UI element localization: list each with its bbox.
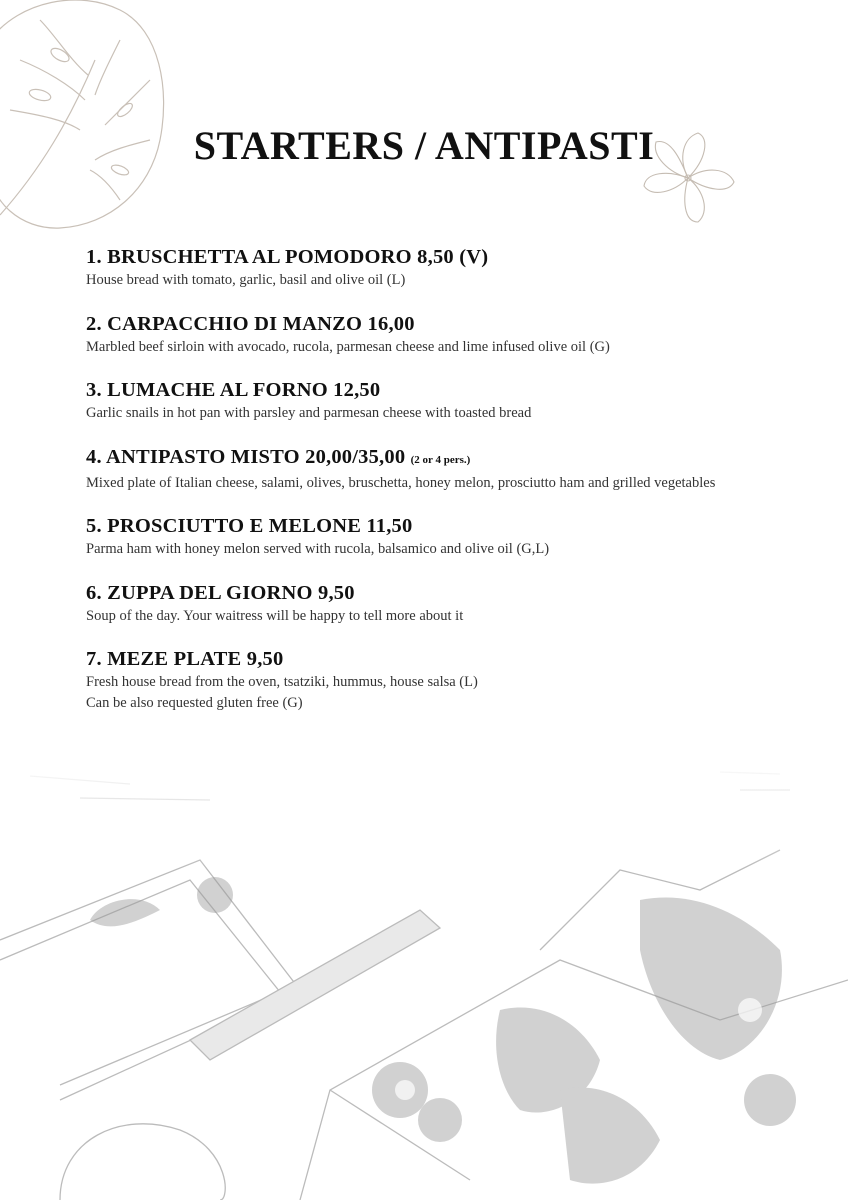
dish-price: 11,50 (366, 515, 413, 537)
page-title: STARTERS / ANTIPASTI (193, 123, 655, 168)
dish-name: 7. MEZE PLATE (86, 648, 242, 670)
menu-item (86, 580, 846, 627)
dish-name: 6. ZUPPA DEL GIORNO (86, 581, 313, 604)
dish-description: House bread with tomato, garlic, basil and olive oil (L) (86, 272, 406, 288)
menu-item (86, 444, 846, 494)
dish-name: 5. PROSCIUTTO E MELONE (86, 515, 362, 537)
dish-description: Mixed plate of Italian cheese, salami, olives, bruschetta, honey melon, prosciutto ham and grilled vegetables (86, 474, 716, 491)
menu-item-heading (86, 244, 846, 270)
menu-item-heading (86, 580, 846, 606)
dish-diet-tag: (V) (459, 246, 489, 268)
dish-portion-note: (2 or 4 pers.) (410, 453, 471, 466)
menu-item (86, 244, 846, 291)
dish-price: 20,00/35,00 (305, 445, 406, 468)
dish-price: 8,50 (417, 246, 454, 268)
dish-description: Garlic snails in hot pan with parsley and parmesan cheese with toasted bread (86, 405, 532, 421)
menu-item (86, 377, 846, 424)
menu-list (86, 244, 846, 734)
dish-description: Parma ham with honey melon served with rucola, balsamico and olive oil (G,L) (86, 541, 550, 557)
food-sketch-illustration (0, 760, 848, 1200)
dish-price: 16,00 (367, 312, 415, 335)
menu-item-heading (86, 311, 846, 337)
dish-price: 9,50 (318, 581, 355, 604)
dish-name: 4. ANTIPASTO MISTO (86, 445, 300, 468)
menu-item (86, 311, 846, 358)
menu-item-heading (86, 377, 846, 403)
dish-description: Can be also requested gluten free (G) (86, 695, 303, 711)
dish-name: 1. BRUSCHETTA AL POMODORO (86, 246, 412, 268)
dish-price: 9,50 (246, 648, 284, 670)
dish-price: 12,50 (333, 379, 381, 401)
dish-name: 3. LUMACHE AL FORNO (86, 379, 328, 401)
dish-description: Fresh house bread from the oven, tsatziki, hummus, house salsa (L) (86, 674, 478, 690)
dish-description: Soup of the day. Your waitress will be happy to tell more about it (86, 607, 464, 624)
menu-item-heading (86, 513, 846, 539)
menu-item (86, 513, 846, 560)
menu-item (86, 646, 846, 714)
menu-item-heading (86, 646, 846, 672)
monstera-leaf-illustration (0, 0, 170, 230)
dish-name: 2. CARPACCHIO DI MANZO (86, 312, 363, 335)
menu-item-heading (86, 444, 846, 473)
dish-description: Marbled beef sirloin with avocado, rucola, parmesan cheese and lime infused olive oil (G) (86, 338, 610, 355)
